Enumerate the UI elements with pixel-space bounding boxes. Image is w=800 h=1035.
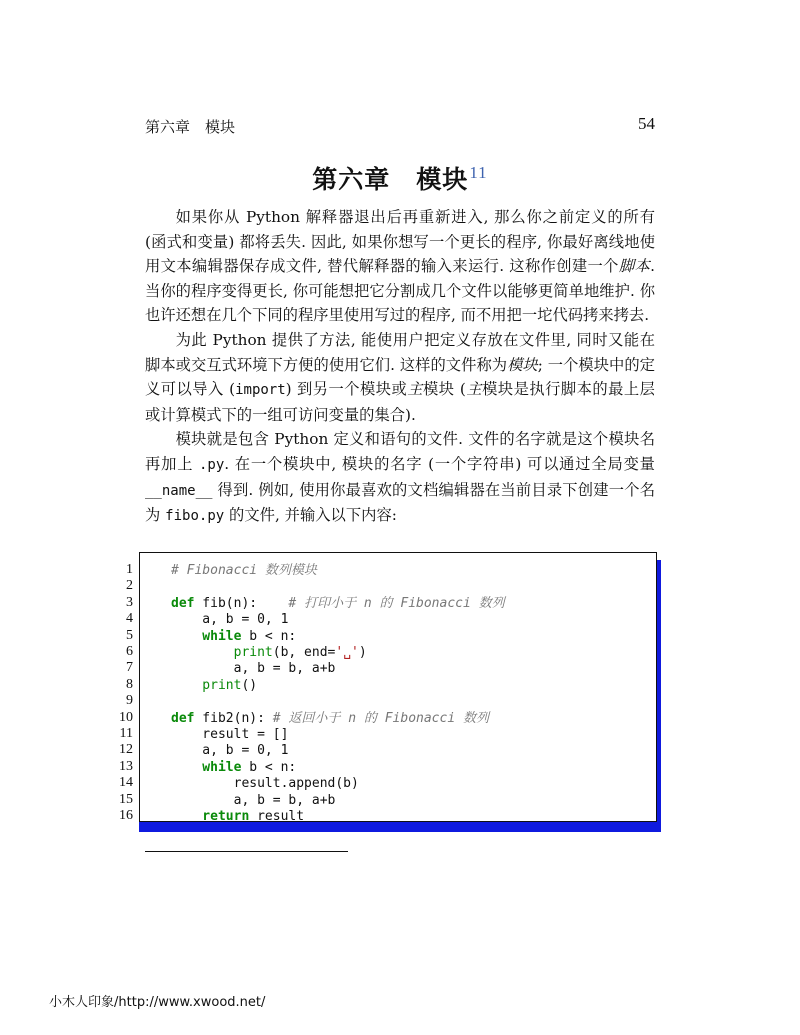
code-text: result bbox=[249, 809, 305, 825]
p3-text-c: . 在一个模块中, 模块的名字 (一个字符串) 可以通过全局变量 bbox=[224, 454, 655, 473]
p3-text-g: 的文件, 并输入以下内容: bbox=[224, 506, 397, 525]
line-number: 4 bbox=[126, 611, 133, 627]
code-text: () bbox=[241, 677, 258, 693]
running-title: 第六章 模块 bbox=[145, 118, 236, 136]
line-number: 8 bbox=[126, 676, 133, 692]
paragraph-1 bbox=[145, 205, 655, 328]
code-block bbox=[171, 563, 505, 826]
line-number: 15 bbox=[119, 791, 133, 807]
line-number: 16 bbox=[119, 808, 133, 824]
p2-text-g: 模块 ( bbox=[423, 380, 466, 399]
code-line-7: a, b = b, a+b bbox=[171, 661, 336, 677]
code-text: (b, end= bbox=[272, 645, 336, 661]
code-line-15: a, b = b, a+b bbox=[171, 792, 336, 808]
line-number: 9 bbox=[126, 693, 133, 709]
page-number: 54 bbox=[638, 114, 655, 133]
p3-text-e: 得到. 例如, 使用你最喜欢的文档编辑器在当前目录下创建一个名为 bbox=[145, 480, 655, 525]
line-number: 3 bbox=[126, 594, 133, 610]
code-listing bbox=[115, 552, 663, 834]
body-text bbox=[145, 205, 655, 529]
p2-text-e: ) 到另一个模块或 bbox=[285, 380, 408, 399]
code-comment: # 返回小于 n 的 Fibonacci 数列 bbox=[264, 710, 489, 726]
code-func-name: fib bbox=[194, 595, 226, 611]
code-text: b < n: bbox=[241, 628, 297, 644]
line-number: 11 bbox=[119, 726, 133, 742]
p3-code-fibo: fibo.py bbox=[165, 508, 225, 525]
line-numbers bbox=[115, 562, 133, 825]
code-line-14: result.append(b) bbox=[171, 776, 359, 792]
p2-code-import: import bbox=[235, 382, 286, 399]
p3-text-a: 模块就是包含 Python 定义和语句的文件. 文件的名字就是这个模块名再加上 bbox=[145, 430, 655, 473]
chapter-title bbox=[145, 160, 655, 196]
line-number: 12 bbox=[119, 742, 133, 758]
paragraph-3 bbox=[145, 427, 655, 528]
footer-credit: 小木人印象/http://www.xwood.net/ bbox=[49, 995, 266, 1010]
p2-text-a: 为此 Python 提供了方法, 能使用户把定义存放在文件里, 同时又能在脚本或交互式环境下方便的使用它们. 这样的文件称为 bbox=[145, 330, 655, 374]
code-box bbox=[139, 552, 657, 825]
running-head bbox=[145, 116, 655, 136]
p2-text-i: 模块是执行脚本的最上层或计算模式下的一组可访问变量的集合). bbox=[145, 380, 655, 424]
paragraph-2 bbox=[145, 328, 655, 427]
code-keyword: def bbox=[171, 595, 195, 611]
p1-text-a: 如果你从 Python 解释器退出后再重新进入, 那么你之前定义的所有 (函式和变量) 都将丢失. 因此, 如果你想写一个更长的程序, 你最好离线地使用文本编辑器保存成文件, 替代解释器的输入来运行. 这称作创建一个 bbox=[145, 208, 655, 276]
code-line-12: a, b = 0, 1 bbox=[171, 743, 289, 759]
line-number: 1 bbox=[126, 562, 133, 577]
code-keyword: return bbox=[171, 809, 250, 825]
code-text: (n): bbox=[225, 595, 258, 611]
line-number: 5 bbox=[126, 627, 133, 643]
line-number: 14 bbox=[119, 775, 133, 791]
line-number: 6 bbox=[126, 644, 133, 660]
line-number: 7 bbox=[126, 660, 133, 676]
code-keyword: def bbox=[171, 710, 195, 726]
code-builtin: print bbox=[171, 677, 242, 693]
code-string: '␣' bbox=[335, 645, 359, 661]
p1-emphasis-script: 脚本 bbox=[618, 257, 651, 276]
p2-text-c: ; 一个模块中的定义可以导入 ( bbox=[145, 355, 655, 399]
code-builtin: print bbox=[171, 645, 273, 661]
line-number: 2 bbox=[126, 578, 133, 594]
chapter-title-text: 第六章 模块 bbox=[312, 165, 469, 194]
line-number: 13 bbox=[119, 758, 133, 774]
code-keyword: while bbox=[171, 759, 242, 775]
footnote-rule bbox=[145, 851, 348, 852]
line-number: 10 bbox=[119, 709, 133, 725]
code-line-4: a, b = 0, 1 bbox=[171, 612, 289, 628]
p2-emphasis-main-2: 主 bbox=[465, 380, 483, 399]
code-text: ) bbox=[358, 645, 367, 661]
code-keyword: while bbox=[171, 628, 242, 644]
code-line-11: result = [] bbox=[171, 727, 289, 743]
p3-code-name: __name__ bbox=[145, 482, 213, 499]
p3-code-py: .py bbox=[198, 456, 225, 473]
code-text: (n): bbox=[233, 710, 265, 726]
p1-text-c: . 当你的程序变得更长, 你可能想把它分割成几个文件以能够更简单地维护. 你也许还想在几个下同的程序里使用写过的程序, 而不用把一坨代码拷来拷去. bbox=[145, 257, 655, 325]
code-line-1: # Fibonacci 数列模块 bbox=[171, 563, 317, 578]
code-func-name: fib2 bbox=[194, 710, 234, 726]
p2-emphasis-module: 模块 bbox=[507, 355, 538, 374]
code-text: b < n: bbox=[241, 759, 297, 775]
footnote-link[interactable]: 11 bbox=[469, 163, 488, 182]
code-comment: # 打印小于 n 的 Fibonacci 数列 bbox=[257, 595, 505, 611]
p2-emphasis-main: 主 bbox=[407, 380, 424, 399]
